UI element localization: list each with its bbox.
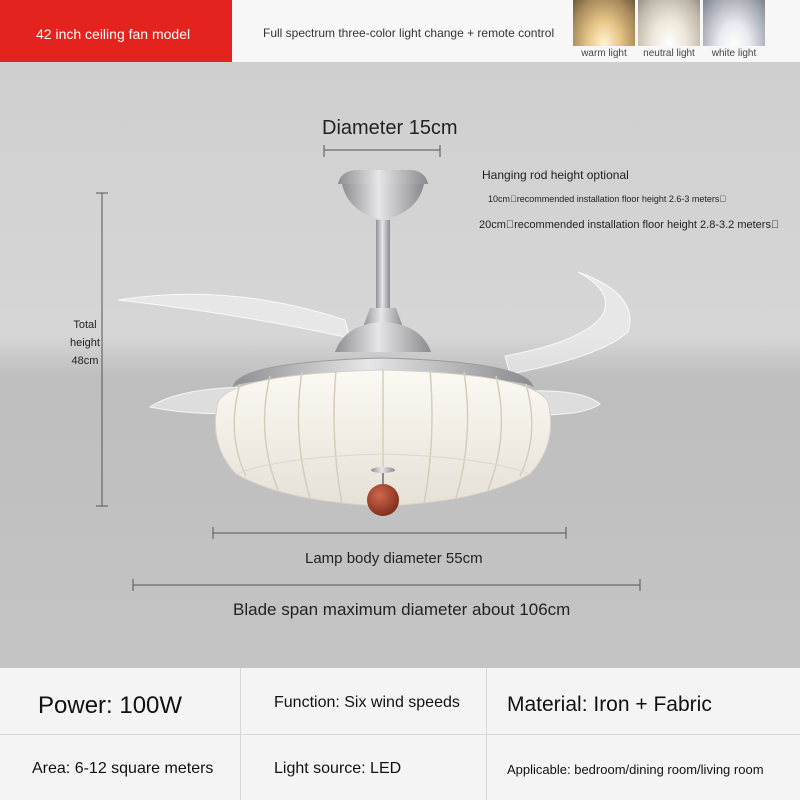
divider [0, 734, 800, 735]
feature-text: Full spectrum three-color light change + remote control [263, 26, 555, 40]
swatch-label: neutral light [643, 48, 695, 59]
rod-diameter-label: Diameter 15cm [322, 117, 458, 139]
lamp-body-dimension-line [213, 527, 566, 539]
warm-light-image [573, 0, 635, 46]
spec-applicable: Applicable: bedroom/dining room/living room [507, 762, 764, 777]
spec-function: Function: Six wind speeds [274, 694, 460, 711]
spec-table [0, 668, 800, 800]
model-tag: 42 inch ceiling fan model [0, 0, 232, 62]
white-light-image [703, 0, 765, 46]
canopy [338, 170, 428, 220]
blade-span-label: Blade span maximum diameter about 106cm [233, 600, 571, 619]
spec-area: Area: 6-12 square meters [32, 760, 214, 777]
ceiling-fan-illustration [0, 62, 800, 668]
product-scene [0, 62, 800, 668]
diameter-15-dimension-line [324, 145, 440, 157]
swatch-warm-light [573, 0, 635, 62]
header-bar [0, 0, 800, 62]
rod-option-20cm: 20cm recommended installation floor height 2.8-3.2 meters  [479, 219, 780, 231]
swatch-label: warm light [581, 48, 627, 59]
spec-light-source: Light source: LED [274, 760, 402, 777]
total-height-label: Total height 48cm [70, 319, 100, 367]
neutral-light-image [638, 0, 700, 46]
spec-material: Material: Iron + Fabric [507, 693, 712, 716]
wooden-bead [367, 484, 399, 516]
spec-power: Power: 100W [38, 692, 183, 719]
down-rod [376, 220, 390, 312]
rod-option-10cm: 10cm recommended installation floor height 2.6-3 meters  [488, 194, 727, 204]
motor-housing [335, 308, 431, 352]
rod-height-title: Hanging rod height optional [482, 168, 629, 182]
cap-ring [371, 467, 395, 473]
swatch-label: white light [711, 48, 757, 59]
blade-span-dimension-line [133, 579, 640, 591]
lamp-body-diameter-label: Lamp body diameter 55cm [305, 550, 483, 567]
swatch-neutral-light [638, 0, 700, 62]
swatch-white-light [703, 0, 765, 62]
